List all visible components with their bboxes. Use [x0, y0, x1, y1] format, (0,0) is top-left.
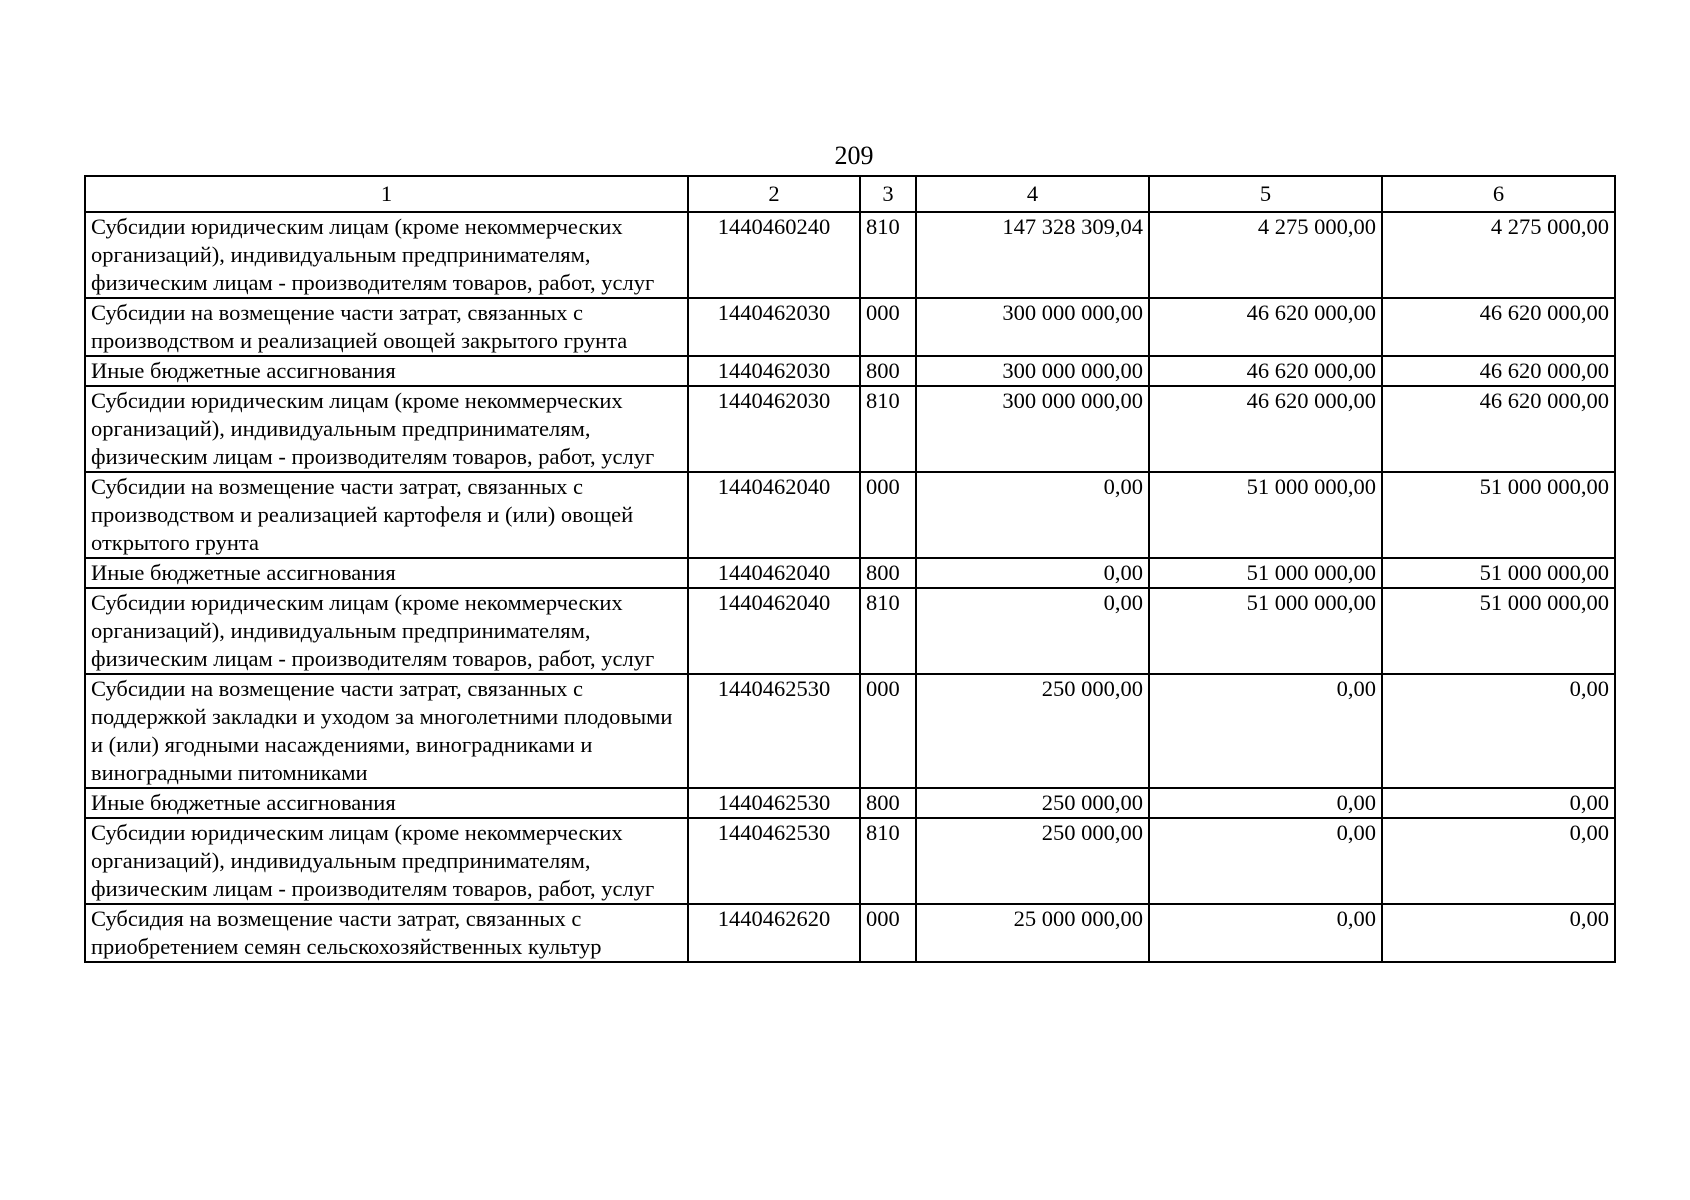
target-code: 1440462620 [688, 904, 860, 962]
target-code: 1440462530 [688, 818, 860, 904]
expense-type-code: 000 [860, 472, 916, 558]
expense-name: Иные бюджетные ассигнования [85, 558, 688, 588]
header-col-4: 4 [916, 176, 1149, 212]
table-row [85, 558, 1615, 588]
expense-name: Субсидии на возмещение части затрат, связанных с производством и реализацией картофеля и (или) овощей открытого грунта [85, 472, 688, 558]
expense-name: Субсидии юридическим лицам (кроме некоммерческих организаций), индивидуальным предпринимателям, физическим лицам - производителям товаров, работ, услуг [85, 386, 688, 472]
table-row [85, 904, 1615, 962]
amount-col-6: 0,00 [1382, 818, 1615, 904]
expense-type-code: 000 [860, 674, 916, 788]
target-code: 1440462530 [688, 674, 860, 788]
expense-type-code: 810 [860, 212, 916, 298]
amount-col-6: 0,00 [1382, 788, 1615, 818]
table-row [85, 212, 1615, 298]
amount-col-5: 0,00 [1149, 674, 1382, 788]
target-code: 1440462040 [688, 558, 860, 588]
amount-col-5: 51 000 000,00 [1149, 588, 1382, 674]
amount-col-5: 46 620 000,00 [1149, 298, 1382, 356]
header-col-1: 1 [85, 176, 688, 212]
amount-col-6: 46 620 000,00 [1382, 356, 1615, 386]
expense-type-code: 800 [860, 558, 916, 588]
amount-col-6: 51 000 000,00 [1382, 558, 1615, 588]
header-col-3: 3 [860, 176, 916, 212]
amount-col-6: 4 275 000,00 [1382, 212, 1615, 298]
expense-name: Иные бюджетные ассигнования [85, 356, 688, 386]
header-col-5: 5 [1149, 176, 1382, 212]
amount-col-6: 0,00 [1382, 904, 1615, 962]
amount-col-4: 147 328 309,04 [916, 212, 1149, 298]
amount-col-4: 300 000 000,00 [916, 298, 1149, 356]
amount-col-5: 46 620 000,00 [1149, 356, 1382, 386]
amount-col-5: 51 000 000,00 [1149, 558, 1382, 588]
amount-col-5: 0,00 [1149, 788, 1382, 818]
amount-col-4: 25 000 000,00 [916, 904, 1149, 962]
expense-name: Субсидия на возмещение части затрат, связанных с приобретением семян сельскохозяйственных культур [85, 904, 688, 962]
amount-col-4: 300 000 000,00 [916, 356, 1149, 386]
header-row [85, 176, 1615, 212]
expense-name: Субсидии юридическим лицам (кроме некоммерческих организаций), индивидуальным предпринимателям, физическим лицам - производителям товаров, работ, услуг [85, 588, 688, 674]
expense-name: Иные бюджетные ассигнования [85, 788, 688, 818]
expense-type-code: 810 [860, 818, 916, 904]
target-code: 1440462530 [688, 788, 860, 818]
target-code: 1440462030 [688, 386, 860, 472]
amount-col-5: 0,00 [1149, 818, 1382, 904]
header-col-6: 6 [1382, 176, 1615, 212]
amount-col-4: 0,00 [916, 558, 1149, 588]
target-code: 1440462040 [688, 472, 860, 558]
amount-col-6: 46 620 000,00 [1382, 298, 1615, 356]
amount-col-6: 0,00 [1382, 674, 1615, 788]
amount-col-4: 0,00 [916, 588, 1149, 674]
header-col-2: 2 [688, 176, 860, 212]
amount-col-6: 51 000 000,00 [1382, 588, 1615, 674]
expense-type-code: 810 [860, 386, 916, 472]
expense-type-code: 000 [860, 904, 916, 962]
expense-type-code: 800 [860, 356, 916, 386]
table-row [85, 674, 1615, 788]
table-row [85, 818, 1615, 904]
target-code: 1440462030 [688, 298, 860, 356]
table-row [85, 386, 1615, 472]
table-row [85, 788, 1615, 818]
expense-type-code: 810 [860, 588, 916, 674]
amount-col-6: 46 620 000,00 [1382, 386, 1615, 472]
amount-col-5: 51 000 000,00 [1149, 472, 1382, 558]
expense-type-code: 800 [860, 788, 916, 818]
table-row [85, 356, 1615, 386]
amount-col-5: 0,00 [1149, 904, 1382, 962]
amount-col-4: 0,00 [916, 472, 1149, 558]
expense-name: Субсидии на возмещение части затрат, связанных с поддержкой закладки и уходом за многолетними плодовыми и (или) ягодными насаждениями, виноградниками и виноградными питомниками [85, 674, 688, 788]
amount-col-5: 4 275 000,00 [1149, 212, 1382, 298]
target-code: 1440462040 [688, 588, 860, 674]
table-row [85, 588, 1615, 674]
amount-col-6: 51 000 000,00 [1382, 472, 1615, 558]
table-row [85, 472, 1615, 558]
target-code: 1440462030 [688, 356, 860, 386]
expense-name: Субсидии юридическим лицам (кроме некоммерческих организаций), индивидуальным предпринимателям, физическим лицам - производителям товаров, работ, услуг [85, 212, 688, 298]
page-number: 209 [834, 141, 874, 170]
expense-name: Субсидии юридическим лицам (кроме некоммерческих организаций), индивидуальным предпринимателям, физическим лицам - производителям товаров, работ, услуг [85, 818, 688, 904]
table-row [85, 298, 1615, 356]
amount-col-4: 250 000,00 [916, 788, 1149, 818]
expense-name: Субсидии на возмещение части затрат, связанных с производством и реализацией овощей закрытого грунта [85, 298, 688, 356]
amount-col-5: 46 620 000,00 [1149, 386, 1382, 472]
amount-col-4: 300 000 000,00 [916, 386, 1149, 472]
amount-col-4: 250 000,00 [916, 818, 1149, 904]
expense-type-code: 000 [860, 298, 916, 356]
amount-col-4: 250 000,00 [916, 674, 1149, 788]
target-code: 1440460240 [688, 212, 860, 298]
budget-table [84, 175, 1616, 963]
